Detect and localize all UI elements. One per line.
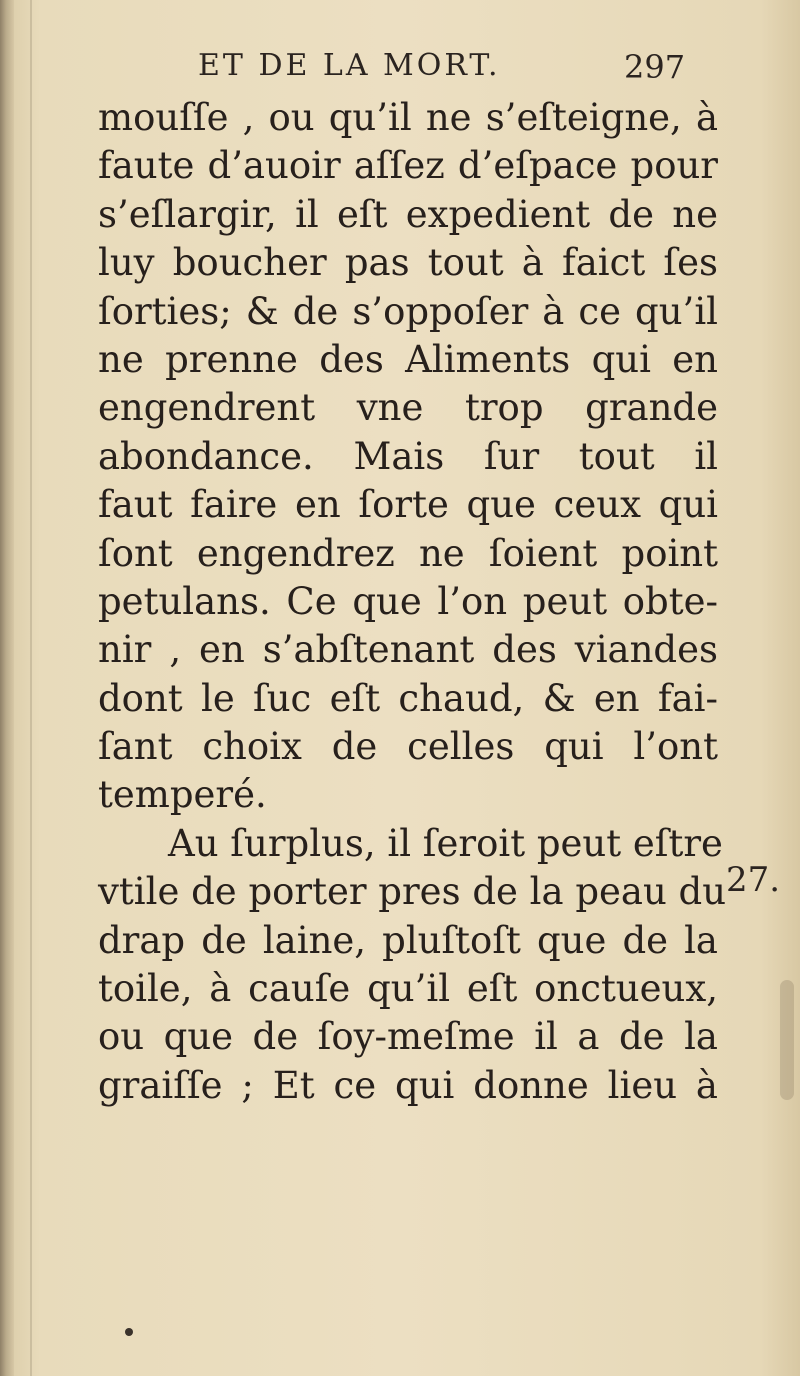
- text-line: ne prenne des Aliments qui en: [98, 337, 718, 381]
- margin-note: 27.: [726, 860, 781, 900]
- gutter-shadow: [30, 0, 32, 1376]
- text-line: ſorties; & de s’oppoſer à ce qu’il: [98, 289, 718, 333]
- text-line: drap de laine, pluſtoſt que de la: [98, 918, 718, 962]
- text-line: faute d’auoir aſſez d’eſpace pour: [98, 144, 718, 188]
- text-line: ſant choix de celles qui l’ont: [98, 725, 718, 769]
- text-line: ſont engendrez ne ſoient point: [98, 531, 718, 575]
- text-line: s’eſlargir, il eſt expedient de ne: [98, 192, 718, 236]
- ink-dot: [125, 1328, 133, 1336]
- text-line: temperé.: [98, 773, 267, 817]
- text-line: ou que de ſoy-meſme il a de la: [98, 1015, 718, 1059]
- page-header: [198, 42, 718, 92]
- body-text: [98, 94, 727, 1110]
- text-line: petulans. Ce que l’on peut obte-: [98, 579, 718, 623]
- text-line: nir , en s’abſtenant des viandes: [98, 628, 718, 672]
- running-title: ET DE LA MORT.: [198, 48, 501, 83]
- paper-stain: [780, 980, 794, 1100]
- text-line: faut faire en ſorte que ceux qui: [98, 483, 718, 527]
- page-binding-edge: [0, 0, 14, 1376]
- text-line: abondance. Mais ſur tout il: [98, 434, 718, 478]
- text-line: mouſſe , ou qu’il ne s’eſteigne, à: [98, 96, 718, 139]
- text-line: vtile de porter pres de la peau du: [98, 870, 727, 914]
- text-line: Au ſurplus, il ſeroit peut eſtre: [168, 821, 723, 865]
- text-line: toile, à cauſe qu’il eſt onctueux,: [98, 967, 718, 1011]
- text-line: luy boucher pas tout à faict ſes: [98, 241, 718, 285]
- page-number: 297: [624, 48, 686, 86]
- text-line: graiſſe ; Et ce qui donne lieu à: [98, 1063, 718, 1107]
- text-line: engendrent vne trop grande: [98, 386, 718, 430]
- text-line: dont le ſuc eſt chaud, & en fai-: [98, 676, 718, 720]
